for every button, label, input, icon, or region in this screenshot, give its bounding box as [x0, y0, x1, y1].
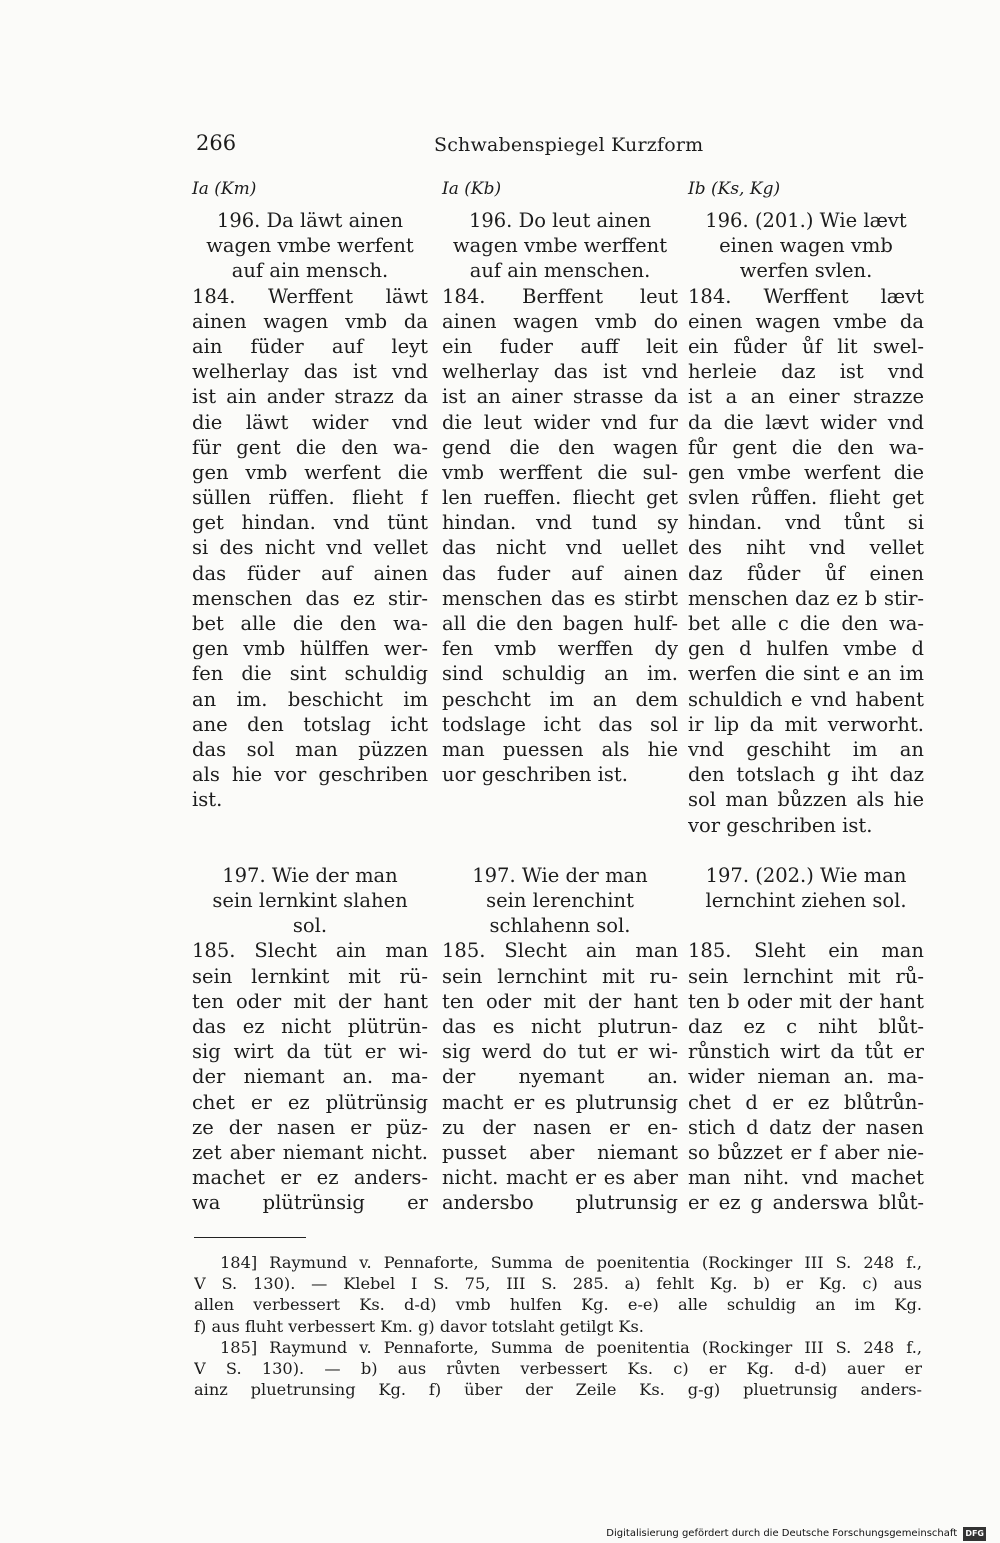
text-line: schuldich e vnd habent — [688, 687, 924, 711]
credit-text: Digitalisierung gefördert durch die Deutsche Forschungsgemeinschaft — [606, 1528, 958, 1539]
text-line: man puessen als hie — [442, 737, 678, 761]
column-ia-km — [192, 178, 428, 1216]
text-line: wider nieman an. ma- — [688, 1065, 924, 1089]
text-line: man niht. vnd machet — [688, 1166, 924, 1190]
text-line: wa plütrünsig er — [192, 1191, 428, 1215]
line-gap — [192, 813, 428, 838]
line-gap — [688, 838, 924, 863]
text-line: 197. (202.) Wie man — [705, 863, 907, 887]
text-line: daz fůder ůf einen — [688, 561, 924, 585]
line-gap — [688, 913, 924, 938]
text-line: peschcht im an dem — [442, 687, 678, 711]
text-line: schlahenn sol. — [489, 914, 631, 938]
text-line: all die den bagen hulf- — [442, 612, 678, 635]
footnote-line: 184] Raymund v. Pennaforte, Summa de poenitentia (Rockinger III S. 248 f., — [220, 1253, 922, 1272]
text-line: einen wagen vmb — [719, 234, 893, 258]
column-ia-kb — [442, 178, 678, 1216]
footnote-line: V S. 130). — b) aus růvten verbessert Ks. c) er Kg. d-d) auer er — [194, 1358, 922, 1378]
text-line: zet aber niemant nicht. — [192, 1140, 428, 1164]
text-line: menschen daz ez b stir- — [688, 586, 924, 610]
text-line: ainen wagen vmb do — [442, 309, 678, 333]
text-line: süllen rüffen. flieht f — [192, 486, 428, 510]
text-line: das sol man püzzen — [192, 737, 428, 761]
text-line: sein lernkint mit rü- — [192, 964, 428, 988]
footnotes — [194, 1252, 922, 1400]
footnote-line: allen verbessert Ks. d-d) vmb hulfen Kg. e-e) alle schuldig an im Kg. — [194, 1295, 922, 1315]
line-gap — [192, 838, 428, 863]
footnote-rule — [194, 1237, 306, 1238]
text-line: 184. Werffent läwt — [192, 284, 428, 308]
line-gap — [442, 813, 678, 838]
text-line: 196. (201.) Wie lævt — [705, 209, 907, 232]
text-line: werfen svlen. — [739, 259, 873, 283]
text-line: herleie daz ist vnd — [688, 360, 924, 384]
text-line: pusset aber niemant — [442, 1140, 678, 1164]
text-line: des niht vnd vellet — [688, 536, 924, 560]
text-line: vmb werffent die sul- — [442, 460, 678, 484]
column-label: Ia (Kb) — [442, 179, 502, 199]
text-line: hindan. vnd tůnt si — [688, 511, 924, 535]
dfg-credit — [606, 1527, 986, 1541]
text-line: die leut wider vnd fur — [442, 410, 678, 434]
text-line: len rueffen. fliecht get — [442, 486, 678, 510]
text-line: ten oder mit der hant — [442, 989, 678, 1013]
text-line: uor geschriben ist. — [442, 763, 628, 787]
text-line: sol man bůzzen als hie — [688, 788, 924, 812]
line-gap — [442, 787, 678, 812]
text-line: wagen vmbe werffent — [452, 234, 668, 258]
text-line: menschen das ez stir- — [192, 586, 428, 610]
text-line: an im. beschicht im — [192, 687, 428, 711]
text-line: ist a an einer strazze — [688, 385, 924, 409]
text-line: gen d hulfen vmbe d — [688, 637, 924, 661]
text-line: fen die sint schuldig — [192, 662, 428, 686]
text-line: svlen růffen. flieht get — [688, 486, 924, 510]
text-line: get hindan. vnd tünt — [192, 511, 428, 535]
text-line: für gent die den wa- — [192, 435, 428, 459]
text-line: fůr gent die den wa- — [688, 435, 924, 459]
text-line: lernchint ziehen sol. — [705, 889, 907, 913]
text-line: vor geschriben ist. — [688, 813, 873, 837]
text-line: 197. Wie der man — [222, 863, 398, 887]
text-line: der nyemant an. — [442, 1065, 678, 1089]
text-line: er ez g anderswa blůt- — [688, 1191, 924, 1215]
text-line: andersbo plutrunsig — [442, 1191, 678, 1215]
text-line: chet d er ez blůtrůn- — [688, 1090, 924, 1114]
text-line: werfen die sint e an im — [688, 662, 924, 686]
text-line: sein lernkint slahen — [212, 889, 408, 913]
text-line: ainen wagen vmb da — [192, 309, 428, 333]
text-line: gen vmbe werfent die — [688, 460, 924, 484]
text-line: 185. Sleht ein man — [688, 939, 924, 963]
text-line: das es nicht plutrun- — [442, 1015, 678, 1038]
text-line: todslage icht das sol — [442, 712, 678, 736]
text-line: ze der nasen er püz- — [192, 1115, 428, 1139]
column-label: Ia (Km) — [192, 179, 257, 199]
text-line: sein lernchint mit rů- — [688, 964, 924, 988]
text-line: chet er ez plütrünsig — [192, 1090, 428, 1114]
text-line: auf ain mensch. — [231, 259, 389, 283]
text-line: menschen das es stirbt — [442, 586, 678, 610]
text-line: den totslach g iht daz — [688, 763, 924, 787]
footnote-line: f) aus fluht verbessert Km. g) davor totslaht getilgt Ks. — [194, 1316, 644, 1336]
text-line: welherlay das ist vnd — [192, 360, 428, 384]
text-line: sein lerenchint — [486, 889, 634, 913]
text-line: einen wagen vmbe da — [688, 309, 924, 333]
text-line: gen vmb hülffen wer- — [192, 637, 428, 661]
column-label: Ib (Ks, Kg) — [688, 179, 781, 199]
text-line: 196. Do leut ainen — [468, 209, 652, 232]
text-line: als hie vor geschriben — [192, 763, 428, 787]
text-line: ten oder mit der hant — [192, 989, 428, 1013]
page-number: 266 — [196, 131, 237, 155]
text-line: 197. Wie der man — [472, 863, 648, 887]
text-line: ein fůder ůf lit swel- — [688, 334, 924, 358]
text-line: die läwt wider vnd — [192, 410, 428, 434]
text-line: so bůzzet er f aber nie- — [688, 1140, 924, 1164]
text-line: 185. Slecht ain man — [442, 939, 678, 963]
text-line: das füder auf ainen — [192, 561, 428, 585]
text-line: das fuder auf ainen — [442, 561, 678, 585]
footnote-line: ainz pluetrunsing Kg. f) über der Zeile Ks. g-g) pluetrunsig anders- — [194, 1380, 922, 1400]
text-line: ist an ainer strasse da — [442, 385, 678, 409]
text-line: ir lip da mit verworht. — [688, 712, 924, 736]
line-gap — [442, 838, 678, 863]
text-line: sol. — [292, 914, 328, 938]
text-line: ist ain ander strazz da — [192, 385, 428, 409]
text-line: sig werd do tut er wi- — [442, 1040, 678, 1064]
text-line: auf ain menschen. — [469, 259, 651, 283]
text-line: hindan. vnd tund sy — [442, 511, 678, 535]
text-line: 185. Slecht ain man — [192, 939, 428, 963]
text-line: wagen vmbe werfent — [206, 234, 414, 258]
text-line: ein fuder auff leit — [442, 334, 678, 358]
running-title: Schwabenspiegel Kurzform — [434, 134, 704, 156]
text-line: da die lævt wider vnd — [688, 410, 924, 434]
text-line: sind schuldig an im. — [442, 662, 678, 686]
text-line: si des nicht vnd vellet — [192, 536, 428, 560]
text-line: 184. Werffent lævt — [688, 284, 924, 308]
text-line: vnd geschiht im an — [688, 737, 924, 761]
text-line: ain füder auf leyt — [192, 334, 428, 358]
text-line: ane den totslag icht — [192, 712, 428, 736]
text-line: ist. — [192, 788, 223, 812]
text-line: fen vmb werffen dy — [442, 637, 678, 661]
text-line: růnstich wirt da tůt er — [688, 1040, 924, 1064]
text-line: sein lernchint mit ru- — [442, 964, 678, 988]
footnote-line: 185] Raymund v. Pennaforte, Summa de poenitentia (Rockinger III S. 248 f., — [220, 1337, 922, 1357]
text-line: machet er ez anders- — [192, 1166, 428, 1190]
text-line: 184. Berffent leut — [442, 284, 678, 308]
text-line: zu der nasen er en- — [442, 1115, 678, 1139]
text-line: bet alle die den wa- — [192, 612, 428, 635]
text-line: stich d datz der nasen — [688, 1115, 924, 1139]
dfg-logo: DFG — [963, 1527, 986, 1541]
footnote-line: V S. 130). — Klebel I S. 75, III S. 285. a) fehlt Kg. b) er Kg. c) aus — [194, 1274, 922, 1294]
text-line: sig wirt da tüt er wi- — [192, 1040, 428, 1064]
text-line: daz ez c niht blůt- — [688, 1015, 924, 1038]
text-line: ten b oder mit der hant — [688, 989, 924, 1013]
text-line: der niemant an. ma- — [192, 1065, 428, 1089]
text-line: welherlay das ist vnd — [442, 360, 678, 384]
text-line: das ez nicht plütrün- — [192, 1015, 428, 1038]
text-line: bet alle c die den wa- — [688, 612, 924, 635]
text-line: nicht. macht er es aber — [442, 1166, 678, 1190]
text-line: gen vmb werfent die — [192, 460, 428, 484]
text-line: 196. Da läwt ainen — [216, 209, 404, 232]
column-ib-ks-kg — [688, 178, 924, 1216]
text-line: gend die den wagen — [442, 435, 678, 459]
text-line: macht er es plutrunsig — [442, 1090, 678, 1114]
text-line: das nicht vnd uellet — [442, 536, 678, 560]
